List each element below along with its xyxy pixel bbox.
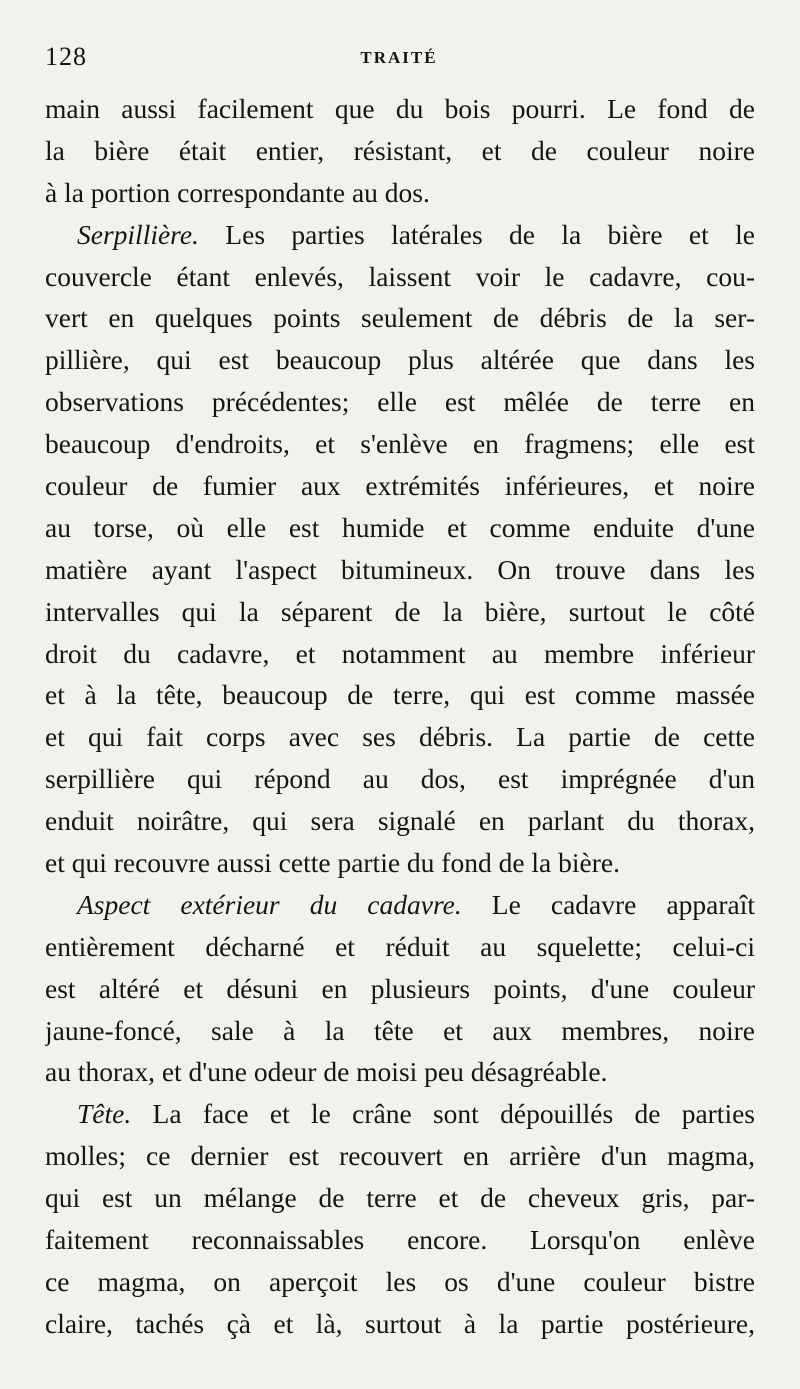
text-line: jaune-foncé, sale à la tête et aux membres, noire [45,1014,755,1046]
paragraph-start-line [45,1093,755,1135]
text-line: à la portion correspondante au dos. [45,176,430,208]
text-line: claire, tachés çà et là, surtout à la partie postérieure, [45,1307,755,1339]
line-text: Les parties latérales de la bière et le [198,218,755,250]
text-line: main aussi facilement que du bois pourri. Le fond de [45,93,755,124]
text-line: couleur de fumier aux extrémités inférieures, et noire [45,470,755,502]
text-line: au torse, où elle est humide et comme enduite d'une [45,511,755,543]
text-line: et qui recouvre aussi cette partie du fond de la bière. [45,847,620,879]
paragraph-start-line [45,214,755,256]
text-line: ce magma, on aperçoit les os d'une couleur bistre [45,1265,755,1297]
section-lead: Tête. [77,1098,132,1130]
text-line: matière ayant l'aspect bitumineux. On trouve dans les [45,553,755,585]
line-text: La face et le crâne sont dépouillés de parties [131,1098,755,1130]
text-line: serpillière qui répond au dos, est imprégnée d'un [45,763,755,795]
text-line: enduit noirâtre, qui sera signalé en parlant du thorax, [45,805,755,837]
section-lead: Serpillière. [77,218,199,250]
text-line: observations précédentes; elle est mêlée de terre en [45,386,755,418]
body-text [45,88,755,1345]
text-line: pillière, qui est beaucoup plus altérée que dans les [45,344,755,376]
page-number: 128 [45,42,87,71]
text-line: vert en quelques points seulement de débris de la ser- [45,302,755,334]
text-line: faitement reconnaissables encore. Lorsqu'on enlève [45,1224,755,1256]
text-line: et qui fait corps avec ses débris. La partie de cette [45,721,755,753]
line-text: Le cadavre apparaît [461,888,755,920]
text-line: intervalles qui la séparent de la bière, surtout le côté [45,595,755,627]
text-line: molles; ce dernier est recouvert en arrière d'un magma, [45,1140,755,1172]
text-line: et à la tête, beaucoup de terre, qui est comme massée [45,679,755,711]
text-line: beaucoup d'endroits, et s'enlève en fragmens; elle est [45,428,755,460]
page-header [45,42,753,76]
text-line: est altéré et désuni en plusieurs points, d'une couleur [45,972,755,1004]
text-line: droit du cadavre, et notamment au membre inférieur [45,637,755,669]
section-lead: Aspect extérieur du cadavre. [77,888,462,920]
paragraph-start-line [45,884,755,926]
text-line: entièrement décharné et réduit au squelette; celui-ci [45,930,755,962]
text-line: au thorax, et d'une odeur de moisi peu désagréable. [45,1056,608,1088]
text-line: la bière était entier, résistant, et de couleur noire [45,134,755,166]
text-line: couvercle étant enlevés, laissent voir le cadavre, cou- [45,260,755,292]
text-line: qui est un mélange de terre et de cheveux gris, par- [45,1182,755,1214]
running-head: TRAITÉ [360,48,438,67]
